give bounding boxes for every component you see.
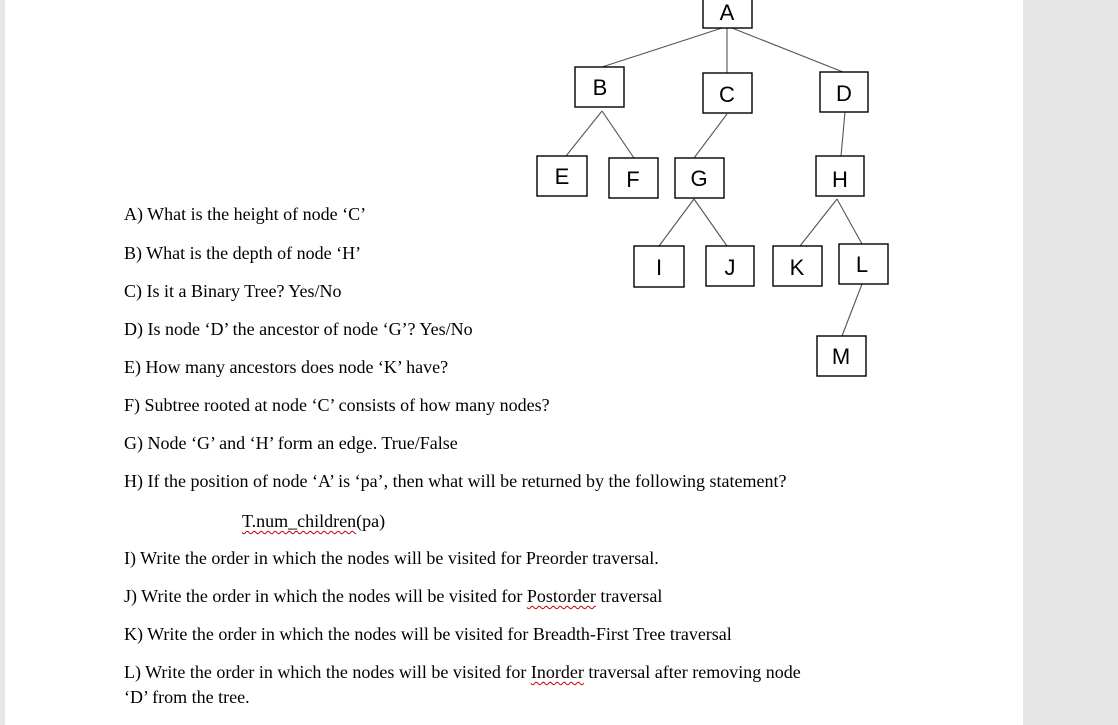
tree-node-f [609, 158, 658, 198]
edge-d-h [841, 112, 845, 156]
question-l-suffix: traversal after removing node [583, 662, 801, 682]
tree-node-l [839, 244, 888, 284]
tree-node-a [703, 0, 752, 28]
svg-text:I: I [655, 255, 663, 280]
question-l-keyword: Inorder [530, 662, 584, 682]
svg-text:M: M [831, 344, 851, 369]
question-k: K) Write the order in which the nodes will be visited for Breadth-First Tree traversal [124, 624, 732, 644]
edge-b-e [566, 111, 602, 156]
svg-text:G: G [690, 166, 708, 191]
tree-node-b [575, 67, 624, 107]
svg-text:D: D [836, 81, 852, 106]
edge-h-k [800, 199, 837, 246]
edge-b-f [602, 111, 634, 158]
svg-text:J: J [724, 255, 736, 280]
tree-node-e [537, 156, 587, 196]
document-page [5, 0, 1023, 725]
edge-h-l [837, 199, 862, 244]
question-b: B) What is the depth of node ‘H’ [124, 243, 362, 263]
tree-node-j [706, 246, 754, 286]
svg-text:C: C [719, 82, 735, 107]
question-g: G) Node ‘G’ and ‘H’ form an edge. True/False [124, 433, 458, 453]
svg-text:E: E [554, 164, 570, 189]
svg-text:H: H [832, 167, 848, 192]
tree-node-d [820, 72, 868, 112]
edge-l-m [842, 284, 862, 336]
question-l [124, 660, 801, 684]
right-workspace-margin [1023, 0, 1118, 725]
code-statement [242, 509, 385, 533]
svg-text:B: B [592, 75, 608, 100]
question-a: A) What is the height of node ‘C’ [124, 204, 367, 224]
question-j [124, 584, 662, 608]
code-argument: (pa) [356, 511, 386, 531]
question-l-text: L) Write the order in which the nodes will be visited for [124, 662, 531, 682]
question-d: D) Is node ‘D’ the ancestor of node ‘G’? Yes/No [124, 319, 473, 339]
question-e: E) How many ancestors does node ‘K’ have? [124, 357, 449, 377]
svg-text:L: L [855, 252, 869, 277]
question-j-suffix: traversal [595, 586, 663, 606]
question-j-text: J) Write the order in which the nodes will be visited for [124, 586, 527, 606]
question-i: I) Write the order in which the nodes will be visited for Preorder traversal. [124, 548, 659, 568]
edge-g-i [659, 199, 694, 246]
tree-node-m [817, 336, 866, 376]
svg-text:K: K [789, 255, 805, 280]
svg-text:F: F [626, 167, 640, 192]
tree-node-k [773, 246, 822, 286]
question-j-keyword: Postorder [526, 586, 596, 606]
question-h: H) If the position of node ‘A’ is ‘pa’, then what will be returned by the following statement? [124, 471, 787, 491]
tree-node-i [634, 246, 684, 287]
svg-text:A: A [719, 0, 735, 25]
tree-node-h [816, 156, 864, 196]
question-c: C) Is it a Binary Tree? Yes/No [124, 281, 342, 301]
edge-a-d [732, 28, 843, 72]
code-function-name: T.num_children [242, 511, 357, 531]
edge-a-b [602, 28, 722, 67]
question-l-line2: ‘D’ from the tree. [124, 687, 250, 707]
tree-node-c [703, 73, 752, 113]
edge-c-g [694, 114, 727, 158]
question-f: F) Subtree rooted at node ‘C’ consists of how many nodes? [124, 395, 550, 415]
tree-node-g [675, 158, 724, 198]
edge-g-j [694, 199, 727, 246]
